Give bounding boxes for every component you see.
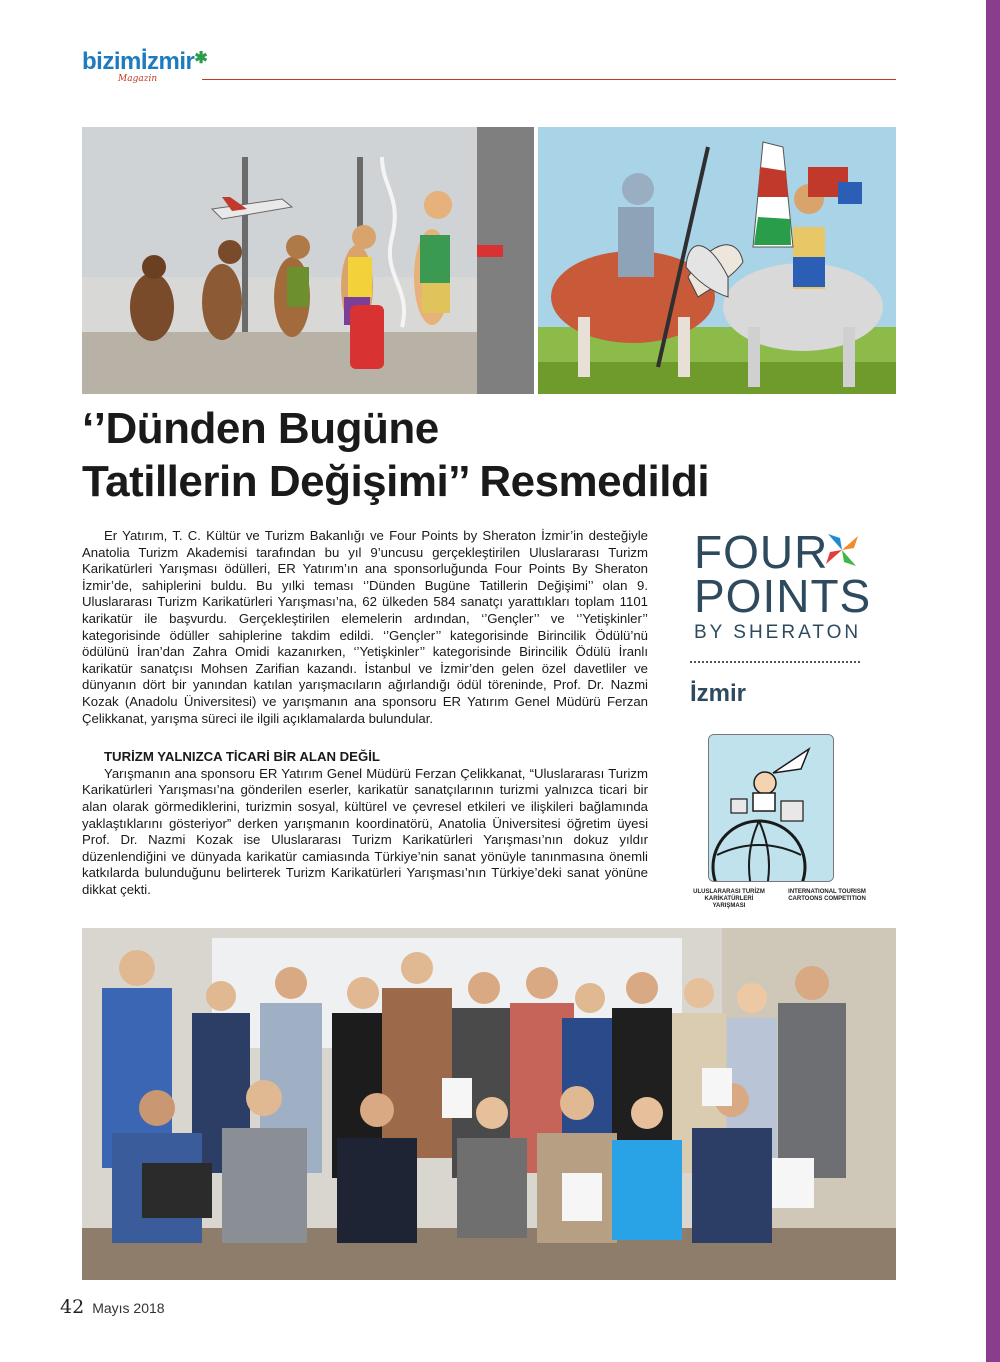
headline-line-1: ‘’Dünden Bugüne xyxy=(82,404,439,453)
headline-line-2: Tatillerin Değişimi’’ Resmedildi xyxy=(82,457,710,506)
sponsor-city: İzmir xyxy=(690,680,747,707)
sponsor-divider xyxy=(690,661,860,663)
competition-label-tr: ULUSLARARASI TURİZM KARİKATÜRLERİ YARIŞMASI xyxy=(693,889,765,909)
award-ceremony-group-photo xyxy=(82,928,896,1280)
article-paragraph: Er Yatırım, T. C. Kültür ve Turizm Bakanlığı ve Four Points by Sheraton İzmir’in desteğiyle Anatolia Turizm Akademisi tarafından bu yıl 9’uncusu gerçekleştirilen Uluslararası Turizm Karikatürleri Yarışması ödülleri, ER Yatırım’ın ana sponsorluğunda Four Points By Sheraton İzmir’de, sahiplerini buldu. Bu yılki teması ‘’Dünden Bugüne Tatillerin Değişimi’’ olan 9. Uluslararası Turizm Karikatürleri Yarışması’na, 62 ülkeden 584 sanatçı yarattıkları toplam 1101 karikatür ile başvurdu. Gerçekleştirilen elemelerin ardından, ‘’Gençler’’ ve ‘’Yetişkinler’’ kategorisinde ödüller sahiplerine takdim edildi. ‘’Gençler’’ kategorisinde Birincilik Ödülü’nü ödülünü İran’dan Zahra Omidi kazanırken, ‘’Yetişkinler’’ kategorisinde Birincilik Ödülü İranlı karikatür sanatçısı Mohsen Zarifian kazandı. İstanbul ve İzmir’den gelen özel davetliler ve dünyanın dört bir yanından katılan yarışmacıların ağırlandığı ödül töreninde, Prof. Dr. Nazmi Kozak (Anadolu Üniversitesi) ve yarışmanın ana sponsoru ER Yatırım Genel Müdürü Ferzan Çelikkanat, yarışma süreci ile ilgili açıklamalarda bulundular. xyxy=(82,528,648,726)
four-points-x-icon xyxy=(824,532,860,568)
article-headline xyxy=(82,402,896,508)
article-body xyxy=(82,528,648,898)
four-points-line-3: BY SHERATON xyxy=(694,622,862,643)
magazine-header xyxy=(82,44,896,90)
four-points-line-2: POINTS xyxy=(694,570,872,622)
header-rule xyxy=(202,79,896,80)
issue-date: Mayıs 2018 xyxy=(92,1300,165,1316)
article-subheading: TURİZM YALNIZCA TİCARİ BİR ALAN DEĞİL xyxy=(104,749,380,765)
magazine-logo: bizimİzmir✱ xyxy=(82,48,208,75)
knight-horse-cartoon-image xyxy=(538,127,896,394)
magazine-logo-subtitle: Magazin xyxy=(118,74,158,84)
page-number: 42 xyxy=(60,1296,85,1318)
palm-icon: ✱ xyxy=(194,50,208,67)
article-paragraph: Yarışmanın ana sponsoru ER Yatırım Genel Müdürü Ferzan Çelikkanat, “Uluslararası Turizm Karikatürleri Yarışması’na gönderilen eserler, karikatür sanatçılarının turizmi yalnızca ticari bir alan olarak görmediklerini, turizmin sosyal, kültürel ve çevresel etkileri ve ilişkileri bağlamında yaklaştıklarını gösteriyor” derken yarışmanın koordinatörü, Anatolia Üniversitesi öğretim üyesi Prof. Dr. Nazmi Kozak ise Uluslararası Turizm Karikatürleri Yarışması’nın dokuz yıldır düzenlendiğini ve dünyada karikatür camiasında Türkiye’nin sanat yönüyle tanınmasına önemli katkılarda bulunduğunu belirterek Turizm Karikatürleri Yarışması’nın Türkiye’deki sanat yönüne dikkat çekti. xyxy=(82,765,648,897)
four-points-line-1: FOUR xyxy=(694,526,829,578)
page-footer xyxy=(60,1296,165,1318)
competition-label-en: INTERNATIONAL TOURISM CARTOONS COMPETITION xyxy=(788,889,866,902)
tourism-cartoon-competition-logo xyxy=(708,734,834,882)
four-points-logo xyxy=(694,526,872,644)
page-edge-bar xyxy=(986,0,1000,1362)
evolution-cartoon-image xyxy=(82,127,534,394)
